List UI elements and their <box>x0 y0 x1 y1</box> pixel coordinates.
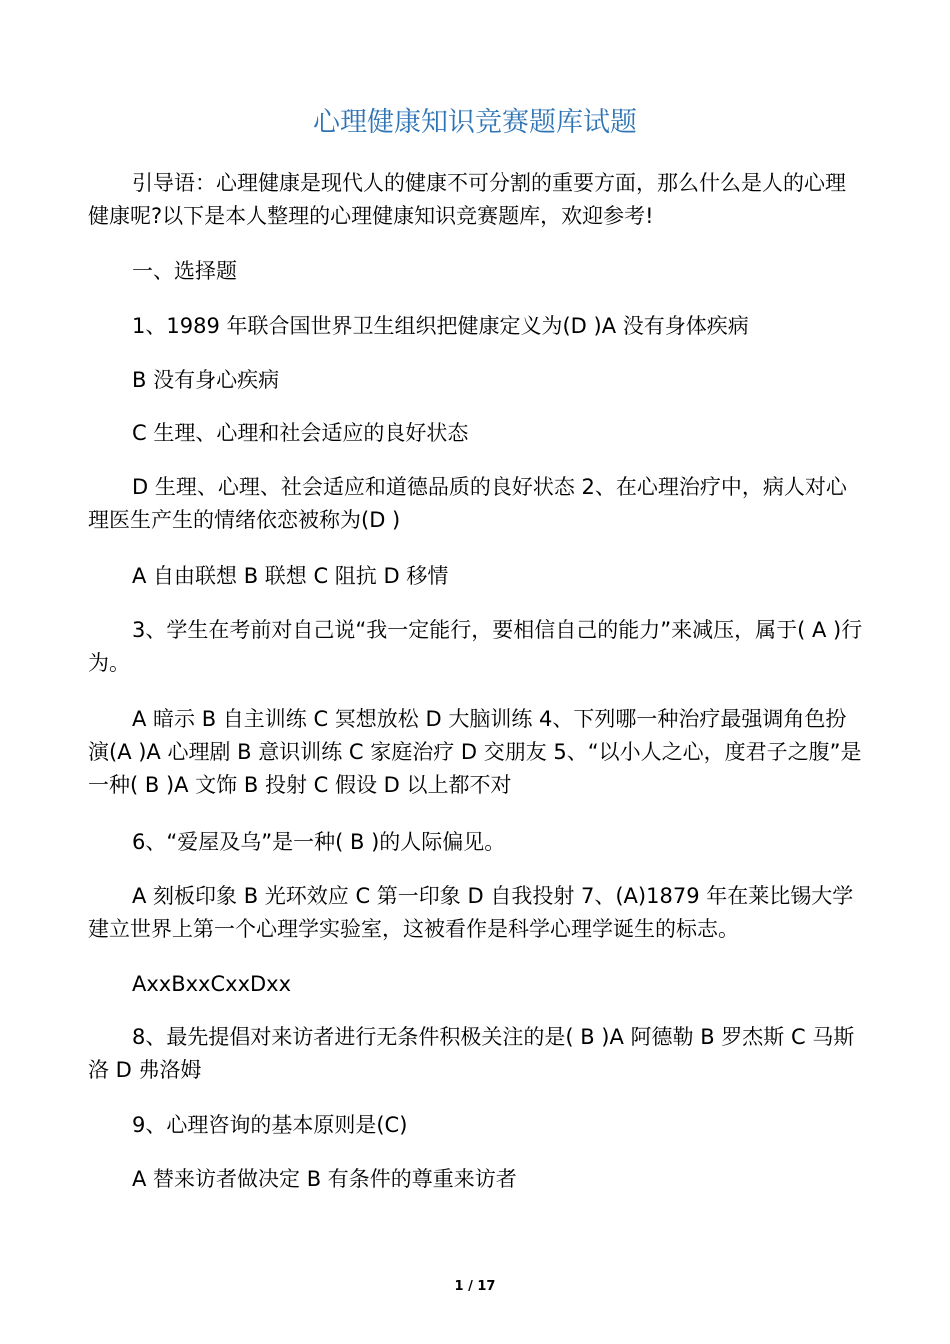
question-paragraph: 6、“爱屋及乌”是一种( B )的人际偏见。 <box>132 830 506 854</box>
option-paragraph: B 没有身心疾病 <box>132 368 280 392</box>
option-paragraph: A 替来访者做决定 B 有条件的尊重来访者 <box>132 1167 517 1191</box>
document-title: 心理健康知识竞赛题库试题 <box>313 107 637 138</box>
option-paragraph: AxxBxxCxxDxx <box>132 972 292 996</box>
option-paragraph: C 生理、心理和社会适应的良好状态 <box>132 421 469 445</box>
section-heading: 一、选择题 <box>132 259 237 283</box>
question-paragraph: D 生理、心理、社会适应和道德品质的良好状态 2、在心理治疗中，病人对心理医生产生的情绪依恋被称为(D ) <box>88 475 847 532</box>
option-paragraph: A 自由联想 B 联想 C 阻抗 D 移情 <box>132 564 449 588</box>
page-number: 1 / 17 <box>454 1279 496 1294</box>
question-paragraph: 1、1989 年联合国世界卫生组织把健康定义为(D )A 没有身体疾病 <box>132 314 749 338</box>
intro-paragraph: 引导语：心理健康是现代人的健康不可分割的重要方面，那么什么是人的心理健康呢?以下是本人整理的心理健康知识竞赛题库，欢迎参考! <box>88 171 846 228</box>
question-paragraph: 3、学生在考前对自己说“我一定能行，要相信自己的能力”来减压，属于( A )行为。 <box>88 618 863 675</box>
question-paragraph: A 暗示 B 自主训练 C 冥想放松 D 大脑训练 4、下列哪一种治疗最强调角色扮演(A )A 心理剧 B 意识训练 C 家庭治疗 D 交朋友 5、“以小人之心，度君子之腹”是一种( B )A 文饰 B 投射 C 假设 D 以上都不对 <box>88 707 862 797</box>
question-paragraph: A 刻板印象 B 光环效应 C 第一印象 D 自我投射 7、(A)1879 年在莱比锡大学建立世界上第一个心理学实验室，这被看作是科学心理学诞生的标志。 <box>88 884 854 941</box>
question-paragraph: 8、最先提倡对来访者进行无条件积极关注的是( B )A 阿德勒 B 罗杰斯 C 马斯洛 D 弗洛姆 <box>88 1025 855 1082</box>
question-paragraph: 9、心理咨询的基本原则是(C) <box>132 1113 408 1137</box>
